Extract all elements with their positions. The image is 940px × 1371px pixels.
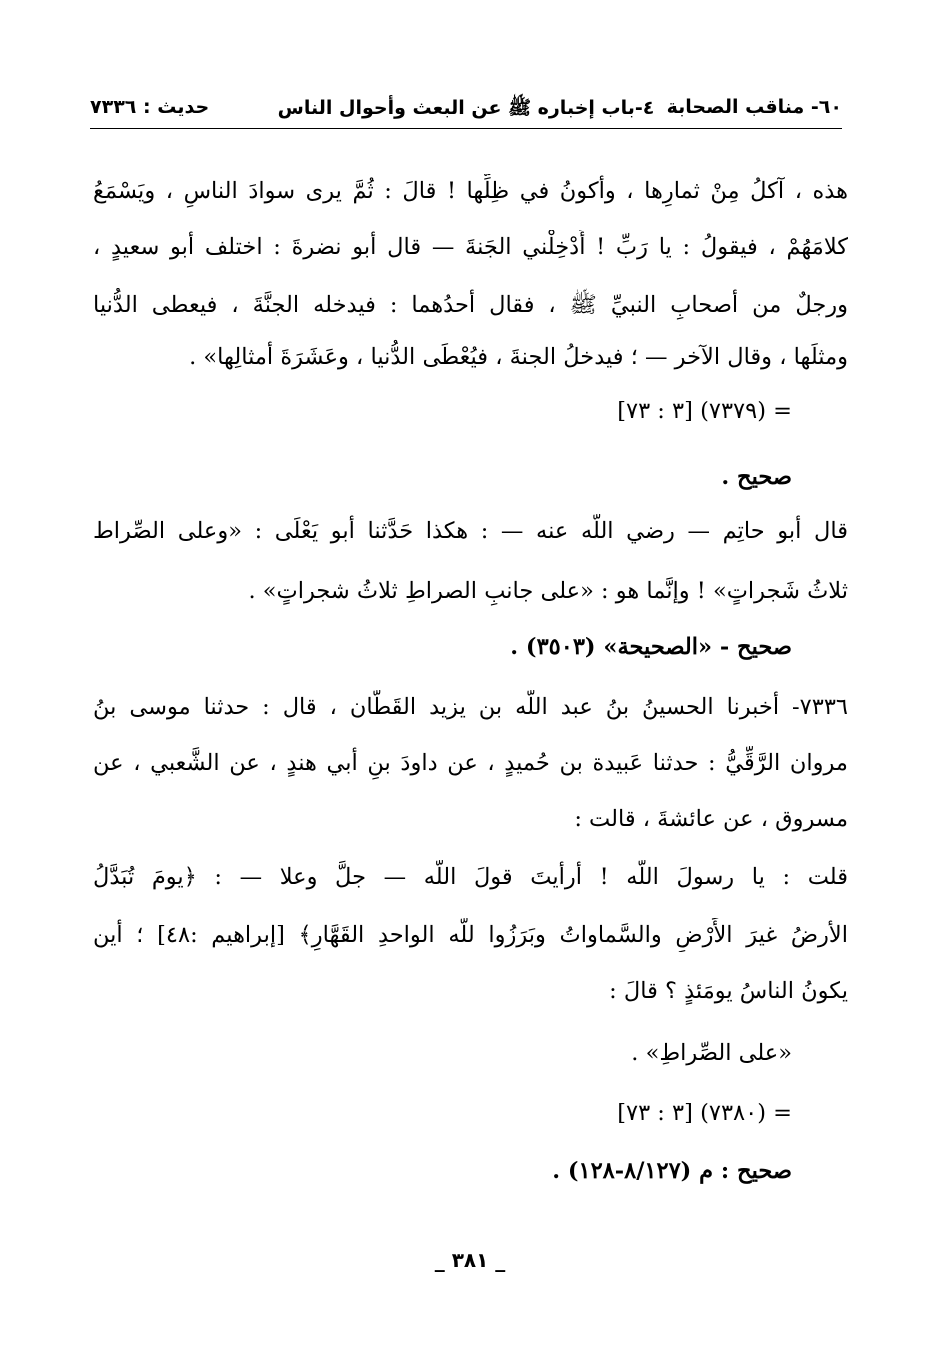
text-line: «على الصِّراطِ» . [631,1040,792,1066]
text-line: ومثلَها ، وقال الآخر — ؛ فيدخلُ الجنةَ ، فيُعْطَى الدُّنيا ، وعَشَرَةَ أمثالِها» . [189,344,848,370]
text-line: ثلاثُ شَجراتٍ» ! وإنَّما هو : «على جانبِ الصراطِ ثلاثُ شجراتٍ» . [248,578,848,604]
text-line: هذه ، آكلُ مِنْ ثمارِها ، وأكونُ في ظِلِّها ! قالَ : ثُمَّ يرى سوادَ الناسِ ، ويَسْمَعُ [93,178,848,204]
text-line: مسروق ، عن عائشةَ ، قالت : [574,806,848,832]
grading-line: صحيح . [721,464,792,490]
header-hadith-number: حديث : ٧٣٣٦ [90,96,210,118]
header-section: ٤-باب إخباره ﷺ عن البعث وأحوال الناس [277,97,655,119]
reference-line: = (٧٣٨٠) [٣ : ٧٣] [617,1100,792,1126]
text-line: ورجلٌ من أصحابِ النبيِّ ﷺ ، فقال أحدُهما : فيدخله الجنَّةَ ، فيعطى الدُّنيا [93,292,848,318]
text-line: الأرضُ غيرَ الأَرْضِ والسَّماواتُ وبَرَزُوا للّه الواحدِ القَهَّارِ﴾ [إبراهيم :٤٨] ؛ أين [93,922,848,948]
text-line: مروان الرَّقِّيُّ : حدثنا عَبيدة بن حُميدٍ ، عن داودَ بنِ أبي هندٍ ، عن الشَّعبي ، عن [93,750,848,776]
text-line: قال أبو حاتِم — رضي اللّه عنه — : هكذا حَدَّثنا أبو يَعْلَى : «وعلى الصِّراط [93,518,848,544]
reference-line: = (٧٣٧٩) [٣ : ٧٣] [617,398,792,424]
text-line: يكونُ الناسُ يومَئذٍ ؟ قالَ : [609,978,848,1004]
grading-line: صحيح - «الصحيحة» (٣٥٠٣) . [510,634,792,660]
text-line: ٧٣٣٦- أخبرنا الحسينُ بنُ عبد اللّه بن يزيد القَطَّان ، قال : حدثنا موسى بنُ [93,694,848,720]
grading-line: صحيح : م (٨/١٢٧-١٢٨) . [552,1158,792,1184]
page-number: _ ٣٨١ _ [434,1248,506,1272]
running-header [90,92,842,129]
text-line: كلامَهُمْ ، فيقولُ : يا رَبِّ ! أَدْخِلْني الجَنةَ — قال أبو نضرةَ : اختلف أبو سعيدٍ ، [93,234,848,260]
header-chapter: ٦٠- مناقب الصحابة [666,96,842,118]
text-line: قلت : يا رسولَ اللّه ! أرأيتَ قولَ اللّه — جلَّ وعلا — : ﴿يومَ تُبَدَّلُ [93,864,848,890]
